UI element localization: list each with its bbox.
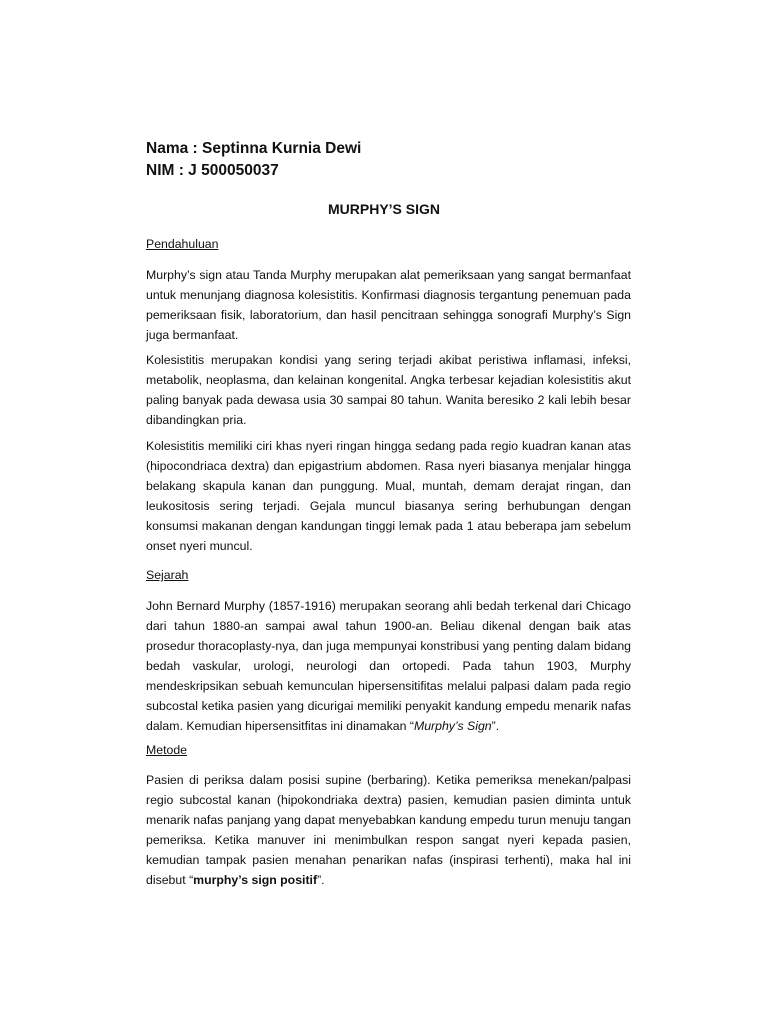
heading-metode: Metode xyxy=(146,743,188,757)
metode-text: Pasien di periksa dalam posisi supine (berbaring). Ketika pemeriksa menekan/palpasi regio subcostal kanan (hipokondriaka dextra) pasien, kemudian pasien diminta untuk menarik nafas panjang yang dapat menyebabkan kandung empedu turun menuju tangan pemeriksa. Ketika manuver ini menimbulkan respon sangat nyeri kepada pasien, kemudian tampak pasien menahan penarikan nafas (inspirasi terhenti), maka hal ini disebut “ xyxy=(146,773,631,887)
pendahuluan-paragraph-2: Kolesistitis merupakan kondisi yang sering terjadi akibat peristiwa inflamasi, infeksi, metabolik, neoplasma, dan kelainan kongenital. Angka terbesar kejadian kolesistitis akut paling banyak pada dewasa usia 30 sampai 80 tahun. Wanita beresiko 2 kali lebih besar dibandingkan pria. xyxy=(146,353,631,427)
metode-text-end: ”. xyxy=(317,873,325,887)
heading-sejarah: Sejarah xyxy=(146,568,189,582)
heading-pendahuluan: Pendahuluan xyxy=(146,237,219,251)
sejarah-text: John Bernard Murphy (1857-1916) merupakan seorang ahli bedah terkenal dari Chicago dari tahun 1880-an sampai awal tahun 1900-an. Beliau dikenal dengan baik atas prosedur thoracoplasty-nya, dan juga mempunyai konstribusi yang penting dalam bidang bedah vaskular, urologi, neurologi dan ortopedi. Pada tahun 1903, Murphy mendeskripsikan sebuah kemunculan hipersensitifitas melalui palpasi dalam pada regio subcostal ketika pasien yang dicurigai memiliki penyakit kandung empedu menarik nafas dalam. Kemudian hipersensitfitas ini dinamakan “ xyxy=(146,599,631,733)
student-name: Nama : Septinna Kurnia Dewi xyxy=(146,140,362,157)
sejarah-text-end: ”. xyxy=(491,719,500,733)
pendahuluan-paragraph-1: Murphy’s sign atau Tanda Murphy merupakan alat pemeriksaan yang sangat bermanfaat untuk menunjang diagnosa kolesistitis. Konfirmasi diagnosis tergantung penemuan pada pemeriksaan fisik, laboratorium, dan hasil pencitraan sehingga sonografi Murphy’s Sign juga bermanfaat. xyxy=(146,268,631,342)
murphys-sign-positif-term: murphy’s sign positif xyxy=(193,873,318,887)
student-nim: NIM : J 500050037 xyxy=(146,162,279,179)
metode-paragraph xyxy=(146,770,631,890)
sejarah-paragraph xyxy=(146,596,631,736)
document-title: MURPHY’S SIGN xyxy=(327,201,440,217)
pendahuluan-paragraph-3: Kolesistitis memiliki ciri khas nyeri ringan hingga sedang pada regio kuadran kanan atas (hipocondriaca dextra) dan epigastrium abdomen. Rasa nyeri biasanya menjalar hingga belakang skapula kanan dan punggung. Mual, muntah, demam derajat ringan, dan leukositosis sering terjadi. Gejala muncul biasanya sering berhubungan dengan konsumsi makanan dengan kandungan tinggi lemak pada 1 atau beberapa jam sebelum onset nyeri muncul. xyxy=(146,439,631,553)
author-header xyxy=(146,138,361,182)
murphys-sign-term: Murphy’s Sign xyxy=(413,719,492,733)
